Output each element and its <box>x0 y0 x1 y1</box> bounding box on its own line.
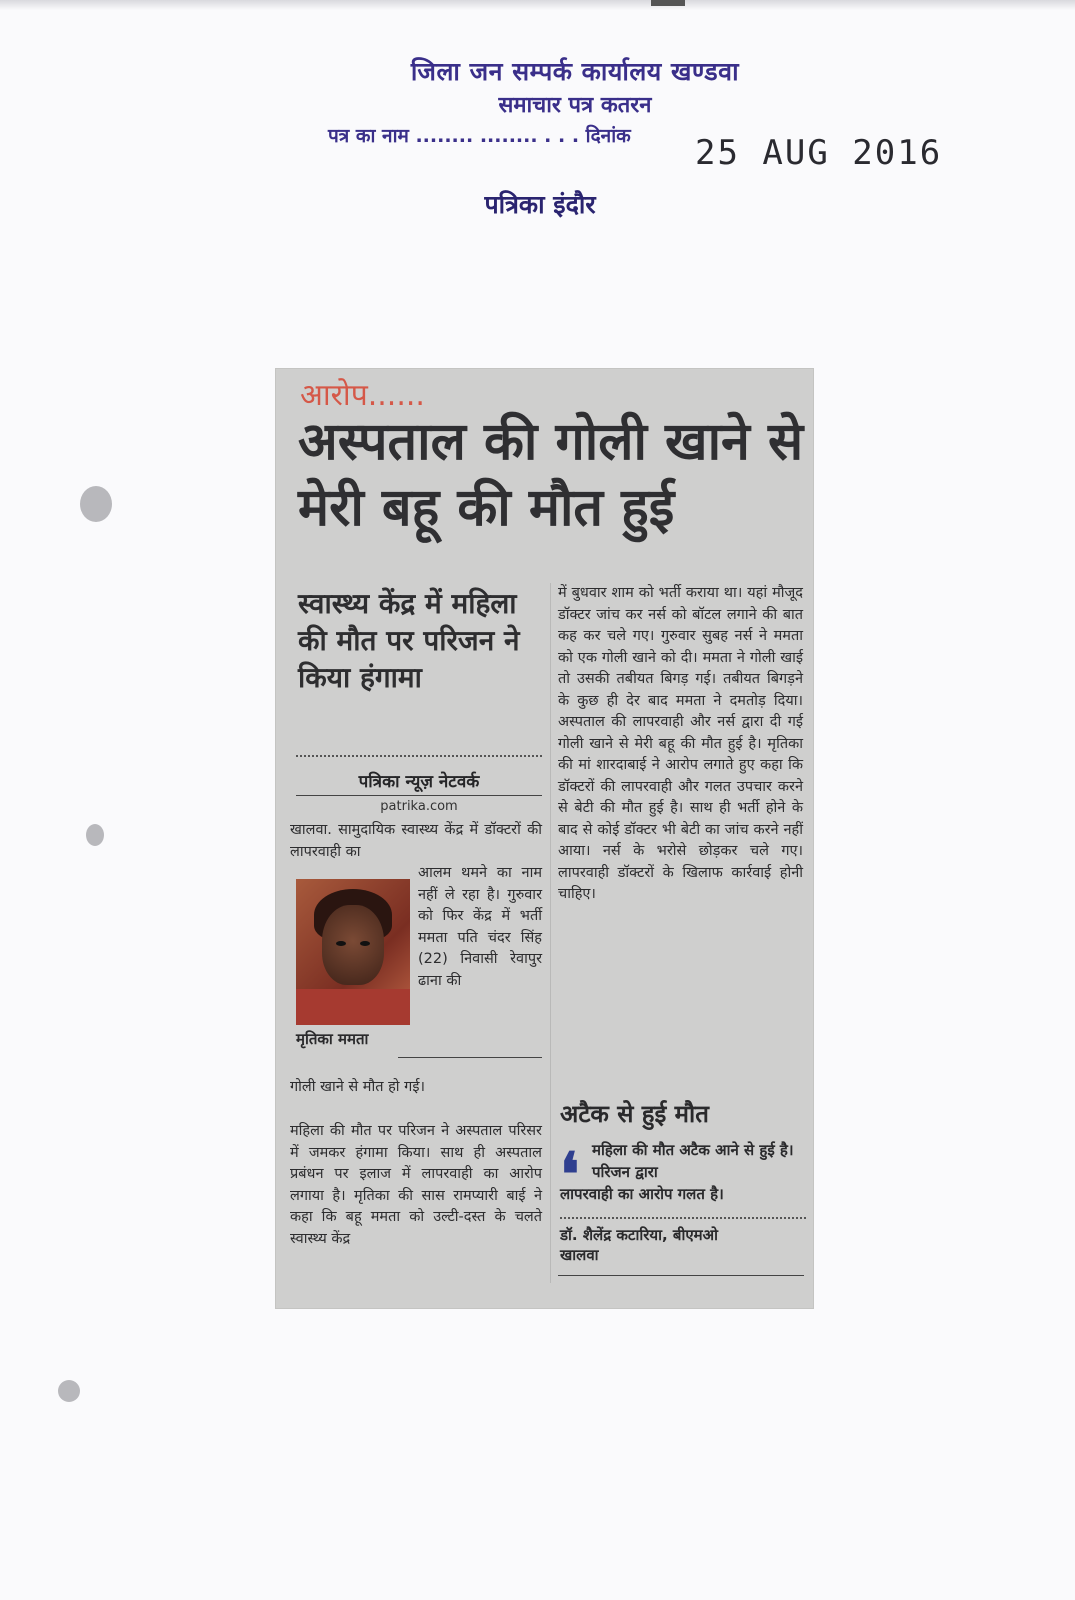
caption-rule <box>398 1057 542 1058</box>
scan-speck <box>80 486 112 522</box>
stamp-office-name: जिला जन सम्पर्क कार्यालय खण्डवा <box>410 57 740 86</box>
quote-rule <box>560 1217 806 1219</box>
article-kicker: आरोप...... <box>300 378 425 413</box>
stamp-paper-name-line: पत्र का नाम ........ ........ . . . दिनांक <box>328 125 631 147</box>
quote-mark-icon: ❛ <box>560 1140 580 1210</box>
pull-quote-line2: लापरवाही का आरोप गलत है। <box>560 1185 724 1203</box>
body-paragraph-right: में बुधवार शाम को भर्ती कराया था। यहां मौजूद डॉक्टर जांच कर नर्स को बॉटल लगाने की बात कह कर चले गए। गुरुवार सुबह नर्स ने ममता को एक गोली खाने को दी। ममता ने गोली खाई तो उसकी तबीयत बिगड़ गई। तबीयत बिगड़ने के कुछ ही देर बाद ममता ने दमतोड़ दिया। अस्पताल की लापरवाही और नर्स द्वारा दी गई गोली खाने से मेरी बहू की मौत हुई है। मृतिका की मां शारदाबाई ने आरोप लगाते हुए कहा कि डॉक्टरों की लापरवाही और गलत उपचार करने से बेटी की मौत हुई है। साथ ही भर्ती होने के बाद से कोई डॉक्टर भी बेटी का जांच करने नहीं आया। नर्स के भरोसे छोड़कर चले गए। लापरवाही डॉक्टरों के खिलाफ कार्रवाई होनी चाहिए। <box>558 585 803 902</box>
victim-photo <box>296 879 410 1025</box>
attribution-name: डॉ. शैलेंद्र कटारिया, बीएमओ <box>560 1226 718 1244</box>
quote-attribution <box>560 1225 806 1265</box>
stamp-clipping-label: समाचार पत्र कतरन <box>498 93 652 118</box>
scan-mark <box>651 0 685 6</box>
stamp-paper-name: पत्रिका इंदौर <box>484 190 596 219</box>
scan-speck <box>86 824 104 846</box>
byline-rule <box>296 795 542 796</box>
article-website: patrika.com <box>380 799 458 814</box>
article-headline: अस्पताल की गोली खाने से मेरी बहू की मौत हुई <box>298 412 804 538</box>
body-paragraph-left: महिला की मौत पर परिजन ने अस्पताल परिसर में जमकर हंगामा किया। साथ ही अस्पताल प्रबंधन पर इलाज में लापरवाही का आरोप लगाया है। मृतिका की सास रामप्यारी बाई ने कहा कि बहू ममता को उल्टी-दस्त के चलते स्वास्थ्य केंद्र <box>290 1123 542 1247</box>
photo-caption: मृतिका ममता <box>296 1030 369 1048</box>
attribution-place: खालवा <box>560 1246 599 1264</box>
scan-speck <box>58 1380 80 1402</box>
lead-paragraph-wrap: आलम थमने का नाम नहीं ले रहा है। गुरुवार को फिर केंद्र में भर्ती ममता पति चंदर सिंह (22) निवासी रेवापुर ढाना की <box>418 865 542 989</box>
pull-quote-line1: महिला की मौत अटैक आने से हुई है। परिजन द्वारा <box>592 1141 794 1181</box>
article-byline: पत्रिका न्यूज़ नेटवर्क <box>358 772 480 792</box>
photo-eye <box>360 941 370 946</box>
dotted-divider <box>296 755 542 757</box>
stamp-date: 25 AUG 2016 <box>695 133 943 173</box>
photo-face <box>322 905 384 985</box>
photo-clothing <box>296 989 410 1025</box>
article-subhead: अटैक से हुई मौत <box>560 1100 709 1128</box>
attribution-rule <box>558 1275 804 1276</box>
column-divider <box>550 583 551 1283</box>
lead-paragraph-end: गोली खाने से मौत हो गई। <box>290 1079 425 1095</box>
photo-eye <box>336 941 346 946</box>
article-deck: स्वास्थ्य केंद्र में महिला की मौत पर परिजन ने किया हंगामा <box>298 587 520 694</box>
lead-paragraph-top: खालवा. सामुदायिक स्वास्थ्य केंद्र में डॉक्टरों की लापरवाही का <box>290 822 542 860</box>
scan-edge <box>0 0 1075 10</box>
newspaper-clipping <box>276 369 813 1308</box>
